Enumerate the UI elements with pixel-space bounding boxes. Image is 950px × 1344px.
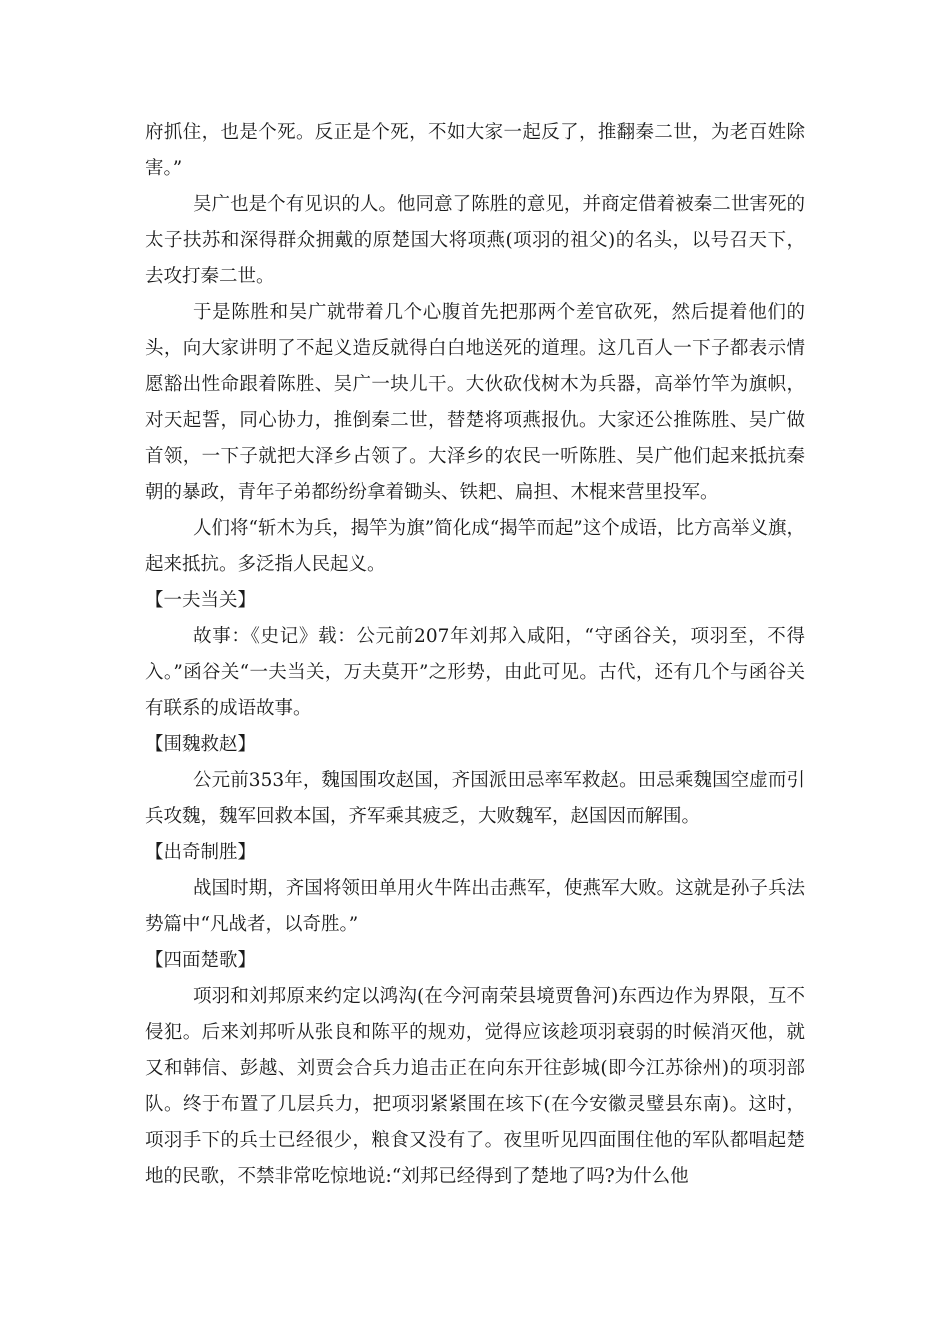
section-heading-simian-chuge: 【四面楚歌】: [145, 950, 257, 971]
section-heading-weiwei-jiuzhao: 【围魏救赵】: [145, 734, 257, 755]
section-heading-chuqi-zhisheng: 【出奇制胜】: [145, 842, 257, 863]
paragraph-continuation: 府抓住，也是个死。反正是个死，不如大家一起反了，推翻秦二世，为老百姓除害。”: [145, 122, 805, 179]
paragraph-weiwei-jiuzhao: 公元前353年，魏国围攻赵国，齐国派田忌率军救赵。田忌乘魏国空虚而引兵攻魏，魏军回救本国，齐军乘其疲乏，大败魏军，赵国因而解围。: [145, 770, 805, 827]
section-heading-yifu-dangguan: 【一夫当关】: [145, 590, 257, 611]
paragraph-hangu-pass: 故事：《史记》载：公元前207年刘邦入咸阳，“守函谷关，项羽至，不得入。”函谷关“一夫当关，万夫莫开”之形势，由此可见。古代，还有几个与函谷关有联系的成语故事。: [145, 626, 805, 719]
document-page: [145, 115, 805, 1195]
paragraph-uprising: 于是陈胜和吴广就带着几个心腹首先把那两个差官砍死，然后提着他们的头，向大家讲明了不起义造反就得白白地送死的道理。这几百人一下子都表示情愿豁出性命跟着陈胜、吴广一块儿干。大伙砍伐树木为兵器，高举竹竿为旗帜，对天起誓，同心协力，推倒秦二世，替楚将项燕报仇。大家还公推陈胜、吴广做首领，一下子就把大泽乡占领了。大泽乡的农民一听陈胜、吴广他们起来抵抗秦朝的暴政，青年子弟都纷纷拿着锄头、铁耙、扁担、木棍来营里投军。: [145, 302, 805, 503]
paragraph-simian-chuge: 项羽和刘邦原来约定以鸿沟(在今河南荣县境贾鲁河)东西边作为界限，互不侵犯。后来刘邦听从张良和陈平的规劝，觉得应该趁项羽衰弱的时候消灭他，就又和韩信、彭越、刘贾会合兵力追击正在向东开往彭城(即今江苏徐州)的项羽部队。终于布置了几层兵力，把项羽紧紧围在垓下(在今安徽灵璧县东南)。这时，项羽手下的兵士已经很少，粮食又没有了。夜里听见四面围住他的军队都唱起楚地的民歌，不禁非常吃惊地说:“刘邦已经得到了楚地了吗?为什么他: [145, 986, 805, 1187]
paragraph-jiegan-idiom: 人们将“斩木为兵，揭竿为旗”简化成“揭竿而起”这个成语，比方高举义旗，起来抵抗。多泛指人民起义。: [145, 518, 805, 575]
paragraph-chuqi-zhisheng: 战国时期，齐国将领田单用火牛阵出击燕军，使燕军大败。这就是孙子兵法势篇中“凡战者，以奇胜。”: [145, 878, 805, 935]
paragraph-wu-guang: 吴广也是个有见识的人。他同意了陈胜的意见，并商定借着被秦二世害死的太子扶苏和深得群众拥戴的原楚国大将项燕(项羽的祖父)的名头，以号召天下，去攻打秦二世。: [145, 194, 805, 287]
